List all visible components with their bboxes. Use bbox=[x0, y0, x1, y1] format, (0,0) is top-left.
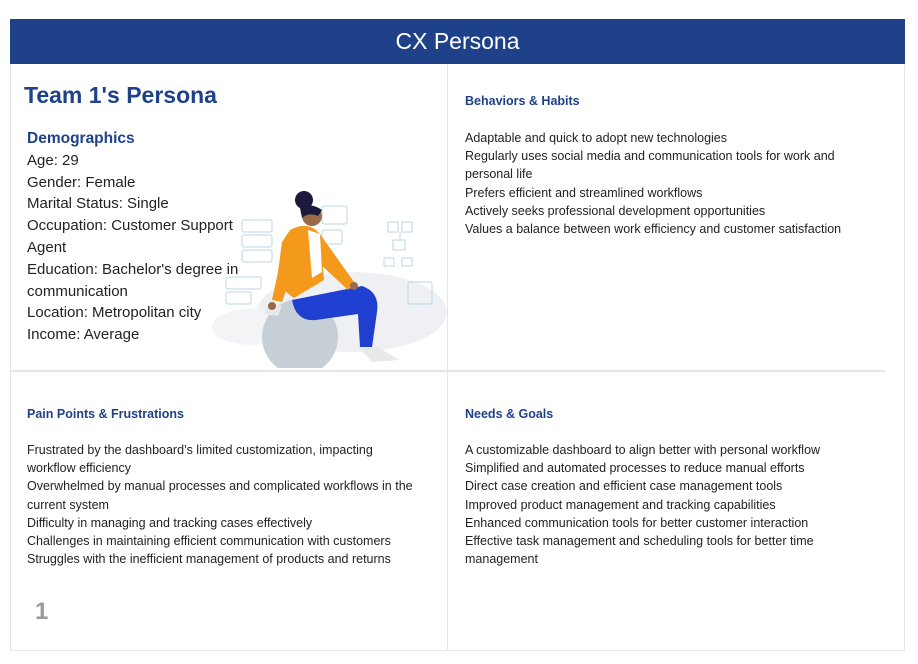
list-item: Frustrated by the dashboard’s limited customization, impacting workflow efficiency bbox=[27, 443, 373, 476]
persona-illustration bbox=[212, 182, 447, 368]
behaviors-heading: Behaviors & Habits bbox=[465, 94, 580, 108]
list-item: Struggles with the inefficient management of products and returns bbox=[27, 552, 391, 567]
hand-left bbox=[268, 302, 276, 310]
demographics-item-occupation: Occupation: Customer Support Agent bbox=[27, 217, 233, 256]
list-item: A customizable dashboard to align better with personal workflow bbox=[465, 443, 821, 457]
horizontal-divider bbox=[10, 370, 885, 372]
list-item: Adaptable and quick to adopt new technologies bbox=[465, 131, 727, 145]
header-bar bbox=[10, 19, 905, 64]
list-item: Overwhelmed by manual processes and complicated workflows in the current system bbox=[27, 479, 413, 512]
list-item: Enhanced communication tools for better customer interaction bbox=[465, 515, 809, 530]
page-number: 1 bbox=[35, 598, 49, 625]
demographics-item-education: Education: Bachelor's degree in communication bbox=[27, 260, 239, 300]
shoe bbox=[358, 347, 400, 362]
demographics-item-location: Location: Metropolitan city bbox=[27, 304, 202, 322]
demographics-item-age: Age: 29 bbox=[27, 151, 79, 169]
pain-points-list bbox=[27, 441, 422, 568]
needs-list bbox=[465, 441, 875, 568]
demographics-heading: Demographics bbox=[27, 130, 135, 147]
demographics-item-gender: Gender: Female bbox=[27, 173, 136, 191]
hand bbox=[350, 282, 358, 290]
demographics-item-marital: Marital Status: Single bbox=[27, 195, 169, 213]
behaviors-list bbox=[465, 129, 885, 238]
persona-title: Team 1's Persona bbox=[24, 82, 217, 108]
list-item: Simplified and automated processes to reduce manual efforts bbox=[465, 461, 805, 476]
list-item: Difficulty in managing and tracking cases effectively bbox=[27, 515, 313, 530]
list-item: Values a balance between work efficiency and customer satisfaction bbox=[465, 222, 842, 237]
list-item: Direct case creation and efficient case management tools bbox=[465, 479, 783, 494]
needs-heading: Needs & Goals bbox=[465, 407, 554, 421]
list-item: Actively seeks professional development opportunities bbox=[465, 203, 766, 218]
list-item: Effective task management and scheduling tools for better time management bbox=[465, 534, 814, 567]
demographics-item-income: Income: Average bbox=[27, 326, 140, 344]
vertical-divider bbox=[447, 64, 448, 651]
list-item: Regularly uses social media and communication tools for work and personal life bbox=[465, 149, 835, 182]
page-title: CX Persona bbox=[395, 28, 520, 54]
pain-points-heading: Pain Points & Frustrations bbox=[27, 407, 184, 421]
list-item: Prefers efficient and streamlined workflows bbox=[465, 185, 703, 200]
list-item: Improved product management and tracking capabilities bbox=[465, 497, 776, 512]
list-item: Challenges in maintaining efficient communication with customers bbox=[27, 534, 391, 549]
demographics-section bbox=[27, 128, 242, 346]
